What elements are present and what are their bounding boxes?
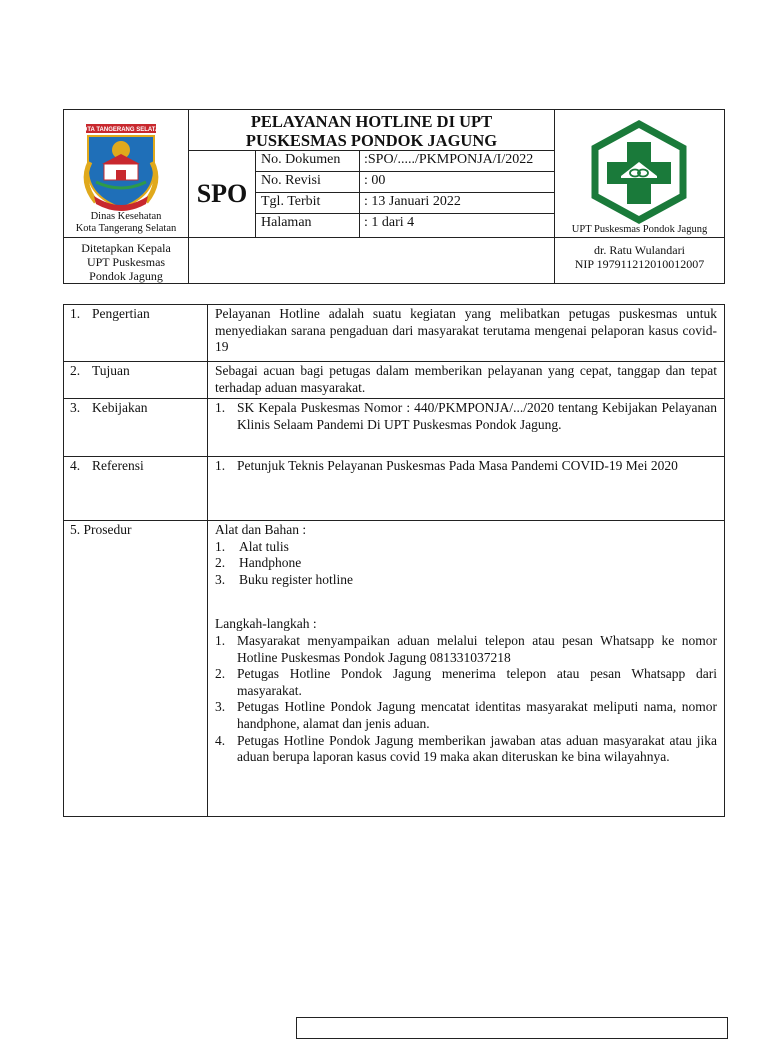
item-number: 2.: [215, 666, 226, 682]
list-item: [215, 572, 717, 589]
section-number: 2.: [70, 363, 81, 378]
item-number: 2.: [215, 555, 226, 571]
meta-value: : 00: [360, 172, 555, 193]
table-row: [64, 399, 725, 457]
list-item: [215, 555, 717, 572]
section-number: 1.: [70, 306, 81, 321]
established-line2: UPT Puskesmas: [86, 255, 166, 269]
title-line1: PELAYANAN HOTLINE DI UPT: [250, 112, 493, 131]
section-label: [64, 305, 208, 362]
section-title: Tujuan: [92, 363, 130, 378]
section-number: 4.: [70, 458, 81, 473]
table-row: [64, 305, 725, 362]
left-caption-line2: Kota Tangerang Selatan: [75, 223, 177, 234]
item-number: 1.: [215, 632, 226, 648]
established-line1: Ditetapkan Kepala: [81, 241, 171, 255]
list-item: [215, 699, 717, 732]
meta-label: Halaman: [256, 214, 360, 238]
item-number: 1.: [215, 458, 226, 473]
meta-value: :SPO/...../PKMPONJA/I/2022: [360, 151, 555, 172]
kebijakan-content: [208, 399, 725, 457]
puskesmas-logo-icon: [587, 120, 691, 224]
list-item: [215, 733, 717, 766]
procedure-table: [63, 304, 725, 817]
pengertian-text: Pelayanan Hotline adalah suatu kegiatan yang melibatkan petugas puskesmas untuk menyediakan sarana pengaduan dari masyarakat terutama mengenai pelaporan kasus covid-19: [208, 305, 725, 362]
list-item: [215, 666, 717, 699]
item-number: 1.: [215, 400, 226, 415]
table-row: [64, 457, 725, 521]
table-row: [64, 521, 725, 817]
section-title: Referensi: [92, 458, 144, 473]
document-title: [189, 110, 555, 151]
item-text: Buku register hotline: [239, 571, 353, 587]
meta-label: No. Dokumen: [256, 151, 360, 172]
tangsel-emblem-icon: [76, 122, 166, 214]
item-text: Petugas Hotline Pondok Jagung memberikan jawaban atas aduan masyarakat atau jika aduan berupa laporan kasus covid 19 maka akan diteruskan ke bina wilayahnya.: [237, 732, 717, 765]
list-item: [215, 400, 717, 433]
tujuan-text: Sebagai acuan bagi petugas dalam memberikan pelayanan yang cepat, tanggap dan tepat terhadap aduan masyarakat.: [208, 362, 725, 399]
established-line3: Pondok Jagung: [89, 269, 163, 283]
alat-heading: Alat dan Bahan :: [215, 522, 307, 537]
meta-value: : 1 dari 4: [360, 214, 555, 238]
section-number: 3.: [70, 400, 81, 415]
title-line2: PUSKESMAS PONDOK JAGUNG: [245, 131, 498, 150]
left-caption-line1: Dinas Kesehatan: [90, 211, 162, 222]
next-page-box: [296, 1017, 728, 1039]
right-caption: UPT Puskesmas Pondok Jagung: [571, 224, 708, 235]
referensi-content: [208, 457, 725, 521]
item-number: 3.: [215, 699, 226, 715]
established-by: [64, 238, 189, 284]
list-item: [215, 539, 717, 556]
left-logo-cell: [64, 110, 189, 238]
langkah-heading: Langkah-langkah :: [215, 616, 317, 632]
list-item: [215, 458, 717, 475]
emblem-banner-text: KOTA TANGERANG SELATAN: [78, 127, 164, 133]
meta-label: Tgl. Terbit: [256, 193, 360, 214]
table-row: [64, 362, 725, 399]
meta-label: No. Revisi: [256, 172, 360, 193]
langkah-list: [215, 633, 717, 766]
header-table: [63, 109, 725, 284]
spo-label: SPO: [189, 151, 256, 238]
section-title: Pengertian: [92, 306, 150, 321]
item-text: Petugas Hotline Pondok Jagung menerima telepon atau pesan Whatsapp dari masyarakat.: [237, 666, 717, 698]
alat-list: [215, 539, 717, 589]
signer-name: dr. Ratu Wulandari: [594, 243, 685, 257]
signer-nip: NIP 197911212010012007: [574, 257, 705, 271]
section-label: [64, 457, 208, 521]
item-text: Handphone: [239, 555, 302, 571]
section-label: [64, 362, 208, 399]
item-text: SK Kepala Puskesmas Nomor : 440/PKMPONJA/.../2020 tentang Kebijakan Pelayanan Klinis Selaam Pandemi Di UPT Puskesmas Pondok Jagung.: [237, 400, 717, 432]
item-number: 3.: [215, 571, 226, 587]
item-number: 4.: [215, 732, 226, 748]
right-logo-cell: [555, 110, 725, 238]
meta-value: : 13 Januari 2022: [360, 193, 555, 214]
item-text: Masyarakat menyampaikan aduan melalui telepon atau pesan Whatsapp ke nomor Hotline Puskesmas Pondok Jagung 081331037218: [237, 632, 717, 665]
item-number: 1.: [215, 538, 226, 554]
item-text: Petugas Hotline Pondok Jagung mencatat identitas masyarakat meliputi nama, nomor handphone, alamat dan jenis aduan.: [237, 699, 717, 731]
signature-space: [189, 238, 555, 284]
signer-block: [555, 238, 725, 284]
item-text: Alat tulis: [239, 538, 289, 554]
prosedur-content: [208, 521, 725, 817]
section-label: [64, 399, 208, 457]
section-label: 5. Prosedur: [64, 521, 208, 817]
section-title: Kebijakan: [92, 400, 148, 415]
item-text: Petunjuk Teknis Pelayanan Puskesmas Pada Masa Pandemi COVID-19 Mei 2020: [237, 458, 678, 473]
list-item: [215, 633, 717, 666]
